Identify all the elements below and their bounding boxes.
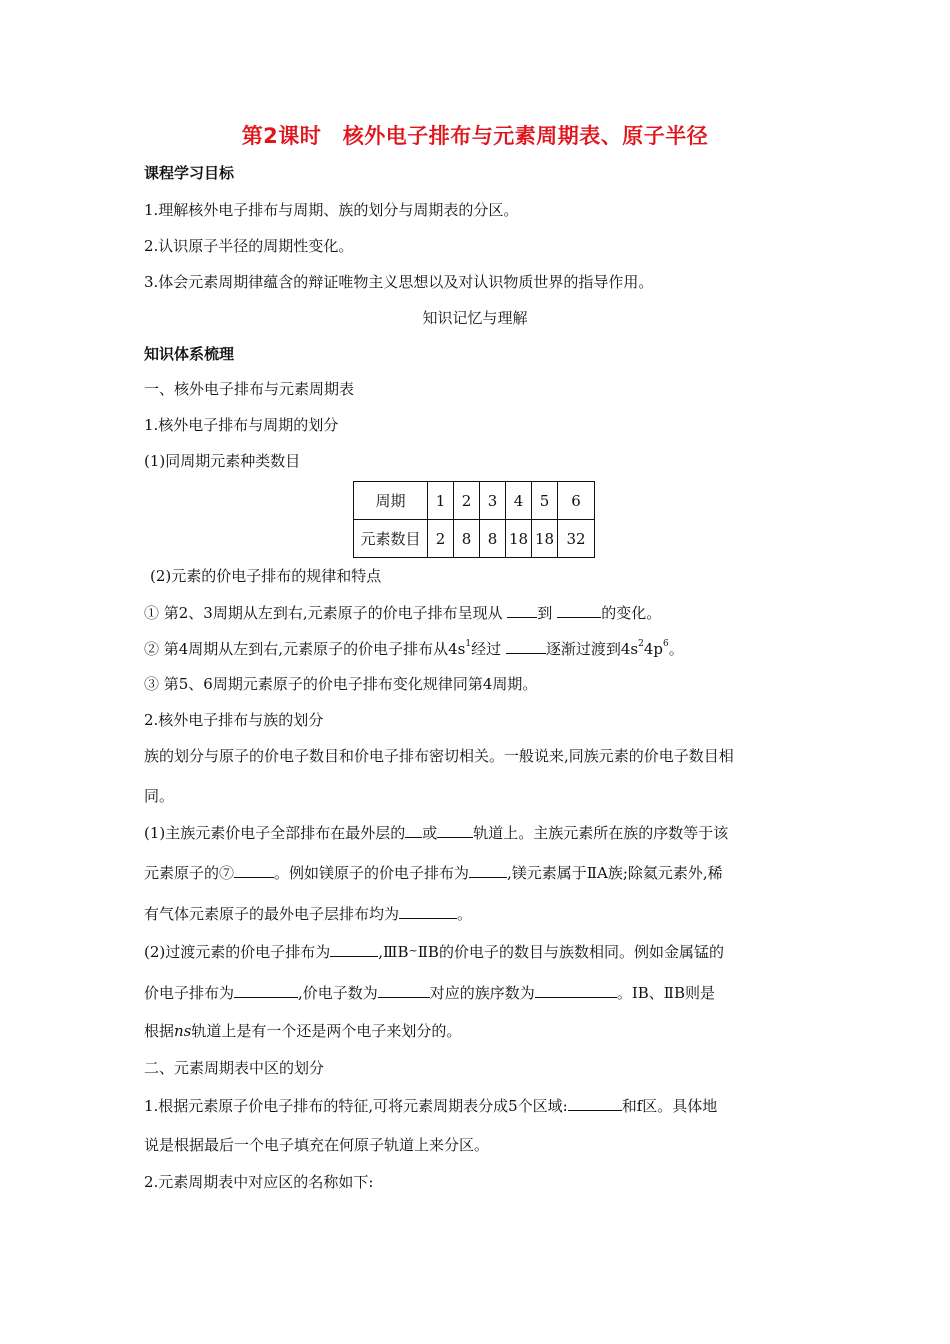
goal-item: 1.理解核外电子排布与周期、族的划分与周期表的分区。: [144, 201, 519, 219]
page-title: 第2课时 核外电子排布与元素周期表、原子半径: [241, 124, 709, 148]
paragraph-transition-line3: 根据ns轨道上是有一个还是两个电子来划分的。: [144, 1022, 462, 1040]
table-cell: 18: [506, 520, 532, 558]
fill-blank[interactable]: [234, 982, 298, 998]
paragraph-main-group-line1: (1)主族元素价电子全部排布在最外层的 或 轨道上。主族元素所在族的序数等于该: [144, 824, 729, 842]
paragraph-transition-line1: (2)过渡元素的价电子排布为 ,ⅢB~ⅡB的价电子的数目与族数相同。例如金属锰的: [144, 943, 724, 961]
table-cell: 8: [454, 520, 480, 558]
fill-blank[interactable]: [234, 862, 274, 878]
fill-blank[interactable]: [507, 602, 537, 618]
paragraph-regions-line2: 说是根据最后一个电子填充在何原子轨道上来分区。: [144, 1136, 490, 1154]
table-cell: 32: [558, 520, 595, 558]
table-row: [354, 482, 595, 520]
fill-blank[interactable]: [506, 638, 546, 654]
paragraph-regions-line1: 1.根据元素原子价电子排布的特征,可将元素周期表分成5个区域: 和f区。具体地: [144, 1097, 718, 1115]
paragraph-rule-1: ① 第2、3周期从左到右,元素原子的价电子排布呈现从 到 的变化。: [144, 604, 662, 622]
part1-sub1-2: (2)元素的价电子排布的规律和特点: [150, 567, 382, 585]
paragraph-intro: 同。: [144, 787, 175, 805]
table-cell: 4: [506, 482, 532, 520]
fill-blank[interactable]: [330, 941, 378, 957]
fill-blank[interactable]: [405, 822, 422, 838]
fill-blank[interactable]: [568, 1095, 622, 1111]
part2-title: 二、元素周期表中区的划分: [144, 1059, 325, 1077]
table-cell: 2: [454, 482, 480, 520]
table-header-cell: 元素数目: [354, 520, 428, 558]
fill-blank[interactable]: [399, 903, 457, 919]
fill-blank[interactable]: [557, 602, 601, 618]
goal-item: 2.认识原子半径的周期性变化。: [144, 237, 354, 255]
paragraph-main-group-line2: 元素原子的⑦ 。例如镁原子的价电子排布为 ,镁元素属于ⅡA族;除氦元素外,稀: [144, 864, 723, 882]
goal-item: 3.体会元素周期律蕴含的辩证唯物主义思想以及对认识物质世界的指导作用。: [144, 273, 654, 291]
paragraph-intro: 族的划分与原子的价电子数目和价电子排布密切相关。一般说来,同族元素的价电子数目相: [144, 747, 734, 765]
table-header-cell: 周期: [354, 482, 428, 520]
table-cell: 1: [428, 482, 454, 520]
table-cell: 5: [532, 482, 558, 520]
paragraph-regions-names: 2.元素周期表中对应区的名称如下:: [144, 1173, 374, 1191]
period-element-count-table: [353, 481, 595, 558]
fill-blank[interactable]: [437, 822, 473, 838]
paragraph-rule-3: ③ 第5、6周期元素原子的价电子排布变化规律同第4周期。: [144, 675, 538, 693]
fill-blank[interactable]: [535, 982, 617, 998]
paragraph-rule-2: ② 第4周期从左到右,元素原子的价电子排布从$4s^1$经过 逐渐过渡到$4s^24p^6$。: [144, 639, 684, 658]
part1-sub2: 2.核外电子排布与族的划分: [144, 711, 324, 729]
part1-title: 一、核外电子排布与元素周期表: [144, 380, 355, 398]
table-cell: 2: [428, 520, 454, 558]
table-cell: 18: [532, 520, 558, 558]
part1-sub1-1: (1)同周期元素种类数目: [144, 452, 301, 470]
goals-heading: 课程学习目标: [144, 164, 235, 182]
table-row: [354, 520, 595, 558]
system-heading: 知识体系梳理: [144, 345, 235, 363]
paragraph-transition-line2: 价电子排布为 ,价电子数为 对应的族序数为 。ⅠB、ⅡB则是: [144, 984, 715, 1002]
table-cell: 6: [558, 482, 595, 520]
part1-sub1: 1.核外电子排布与周期的划分: [144, 416, 339, 434]
table-cell: 8: [480, 520, 506, 558]
section-heading-center: 知识记忆与理解: [422, 309, 528, 327]
fill-blank[interactable]: [378, 982, 430, 998]
paragraph-main-group-line3: 有气体元素原子的最外电子层排布均为 。: [144, 905, 473, 923]
fill-blank[interactable]: [469, 862, 507, 878]
table-cell: 3: [480, 482, 506, 520]
